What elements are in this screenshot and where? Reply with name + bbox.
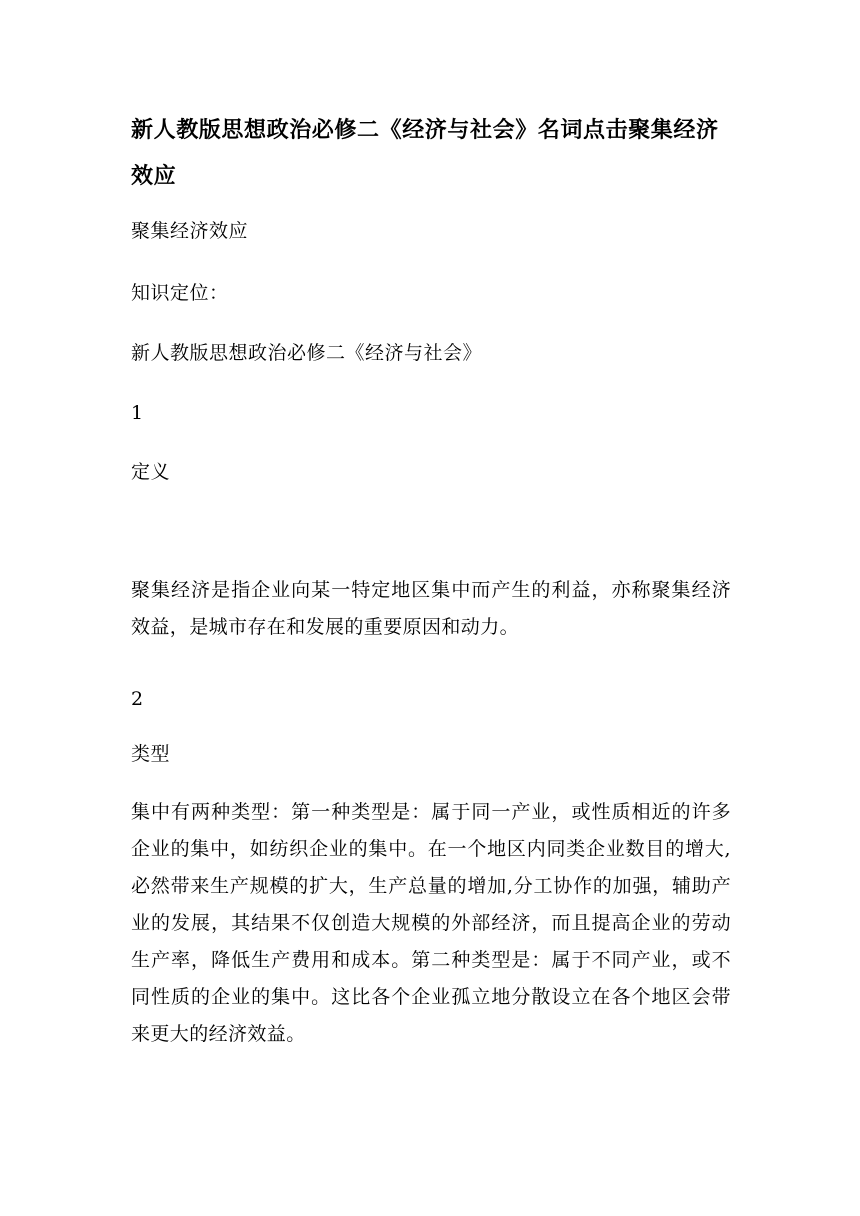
document-title: 新人教版思想政治必修二《经济与社会》名词点击聚集经济效应 <box>131 117 719 189</box>
section-heading-types: 类型 <box>131 743 171 765</box>
term-heading: 聚集经济效应 <box>131 220 249 242</box>
source-reference: 新人教版思想政治必修二《经济与社会》 <box>131 342 483 364</box>
section-number-1: 1 <box>131 402 144 424</box>
section-number-2: 2 <box>131 688 144 710</box>
section-heading-definition: 定义 <box>131 461 171 483</box>
knowledge-label: 知识定位： <box>131 282 229 304</box>
definition-paragraph: 聚集经济是指企业向某一特定地区集中而产生的利益，亦称聚集经济效益，是城市存在和发展的重要原因和动力。 <box>131 579 731 638</box>
types-paragraph: 集中有两种类型：第一种类型是：属于同一产业，或性质相近的许多企业的集中，如纺织企业的集中。在一个地区内同类企业数目的增大,必然带来生产规模的扩大，生产总量的增加,分工协作的加强，辅助产业的发展，其结果不仅创造大规模的外部经济，而且提高企业的劳动生产率，降低生产费用和成本。第二种类型是：属于不同产业，或不同性质的企业的集中。这比各个企业孤立地分散设立在各个地区会带来更大的经济效益。 <box>131 801 731 1045</box>
